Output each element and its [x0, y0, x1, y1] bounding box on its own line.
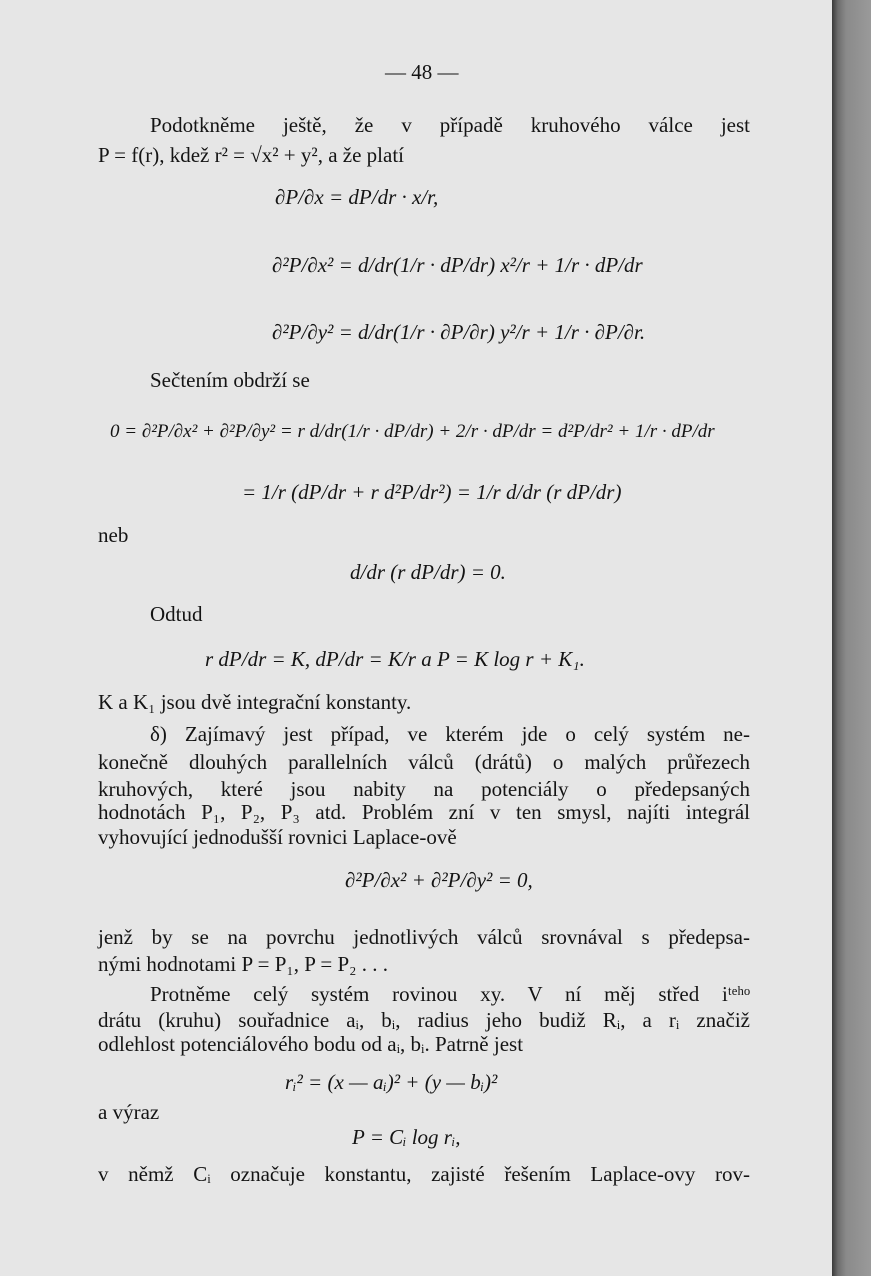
- book-gutter-shadow: [832, 0, 871, 1276]
- text-line: Odtud: [150, 602, 203, 626]
- equation-7: r dP/dr = K, dP/dr = K/r a P = K log r + K₁.: [205, 647, 585, 671]
- equation-6: d/dr (r dP/dr) = 0.: [350, 560, 506, 584]
- equation-9: rᵢ² = (x — aᵢ)² + (y — bᵢ)²: [285, 1070, 498, 1094]
- equation-10: P = Cᵢ log rᵢ,: [352, 1125, 461, 1149]
- equation-4: 0 = ∂²P/∂x² + ∂²P/∂y² = r d/dr(1/r · dP/dr) + 2/r · dP/dr = d²P/dr² + 1/r · dP/dr: [110, 421, 715, 442]
- text-line: v němž Cᵢ označuje konstantu, zajisté řešením Laplace-ovy rov-: [98, 1162, 750, 1186]
- text-line: odlehlost potenciálového bodu od aᵢ, bᵢ. Patrně jest: [98, 1032, 524, 1056]
- text-line: Podotkněme ještě, že v případě kruhového válce jest: [150, 113, 750, 137]
- text-line: konečně dlouhých parallelních válců (drátů) o malých průřezech: [98, 750, 750, 774]
- text-line: drátu (kruhu) souřadnice aᵢ, bᵢ, radius jeho budiž Rᵢ, a rᵢ značiž: [98, 1008, 750, 1032]
- text-line: neb: [98, 523, 129, 547]
- text-line: hodnotách P₁, P₂, P₃ atd. Problém zní v ten smysl, najíti integrál: [98, 800, 750, 824]
- equation-8: ∂²P/∂x² + ∂²P/∂y² = 0,: [345, 868, 533, 892]
- text-line: a výraz: [98, 1100, 160, 1124]
- text-line: jenž by se na povrchu jednotlivých válců srovnával s předepsa-: [98, 925, 750, 949]
- text-line: δ) Zajímavý jest případ, ve kterém jde o celý systém ne-: [150, 722, 750, 746]
- page-number: — 48 —: [385, 60, 459, 84]
- text-line: Sečtením obdrží se: [150, 368, 310, 392]
- text-line: K a K₁ jsou dvě integrační konstanty.: [98, 690, 412, 714]
- text-line: P = f(r), kdež r² = √x² + y², a že platí: [98, 143, 404, 167]
- equation-1: ∂P/∂x = dP/dr · x/r,: [275, 185, 439, 209]
- text-line: vyhovující jednodušší rovnici Laplace-ově: [98, 825, 457, 849]
- text-line: nými hodnotami P = P₁, P = P₂ . . .: [98, 952, 388, 976]
- equation-2: ∂²P/∂x² = d/dr(1/r · dP/dr) x²/r + 1/r · dP/dr: [272, 253, 643, 277]
- text-line: Protněme celý systém rovinou xy. V ní měj střed iᵗᵉʰᵒ: [150, 982, 750, 1006]
- equation-3: ∂²P/∂y² = d/dr(1/r · ∂P/∂r) y²/r + 1/r · ∂P/∂r.: [272, 320, 646, 344]
- equation-5: = 1/r (dP/dr + r d²P/dr²) = 1/r d/dr (r dP/dr): [242, 480, 622, 504]
- text-line: kruhových, které jsou nabity na potenciály o předepsaných: [98, 777, 750, 801]
